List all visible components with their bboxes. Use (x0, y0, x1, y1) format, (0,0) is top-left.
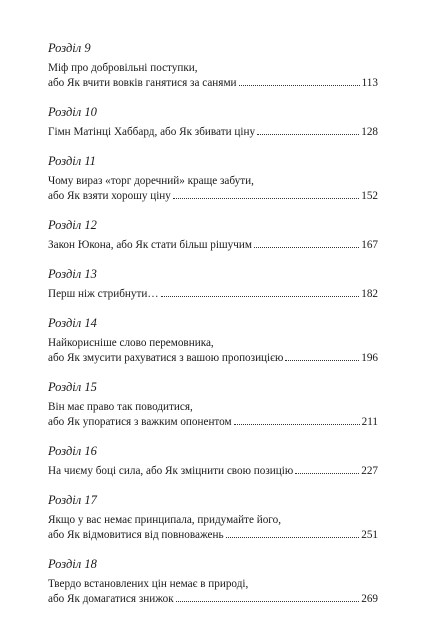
dot-leader (295, 473, 359, 474)
chapter-label: Розділ 15 (48, 380, 97, 394)
chapter-title-last-line (48, 238, 378, 253)
chapter-label: Розділ 12 (48, 218, 97, 232)
chapter-title-last-line (48, 415, 378, 430)
chapter-label: Розділ 18 (48, 557, 97, 571)
toc-entry-chapter-12 (48, 217, 378, 253)
chapter-title-last-line (48, 528, 378, 543)
chapter-title-text: Закон Юкона, або Як стати більш рішучим (48, 239, 252, 251)
chapter-label: Розділ 10 (48, 105, 97, 119)
toc-entry-chapter-17 (48, 492, 378, 543)
page-number: 167 (361, 239, 378, 251)
page-number: 152 (361, 190, 378, 202)
dot-leader (254, 247, 359, 248)
chapter-title-last-line (48, 287, 378, 302)
chapter-title-text: Гімн Матінці Хаббард, або Як збивати ціну (48, 126, 256, 138)
page-number: 128 (361, 126, 378, 138)
chapter-label: Розділ 13 (48, 267, 97, 281)
chapter-title-text: або Як взяти хорошу ціну (48, 190, 171, 202)
chapter-title-last-line (48, 125, 378, 140)
chapter-title-text: На чиєму боці сила, або Як зміцнити свою позицію (48, 465, 294, 477)
page-number: 196 (361, 352, 378, 364)
chapter-title-line: Міф про добровільні поступки, (48, 62, 198, 74)
page-number: 211 (361, 416, 378, 428)
chapter-title-last-line (48, 464, 378, 479)
dot-leader (226, 537, 360, 538)
dot-leader (161, 296, 360, 297)
toc-entry-chapter-9 (48, 40, 378, 91)
chapter-title-line: Він має право так поводитися, (48, 401, 193, 413)
chapter-title-line: Якщо у вас немає принципала, придумайте його, (48, 514, 281, 526)
chapter-title-last-line (48, 351, 378, 366)
chapter-title-line: Твердо встановлених цін немає в природі, (48, 578, 249, 590)
chapter-title-text: Перш ніж стрибнути… (48, 288, 159, 300)
page-number: 251 (361, 529, 378, 541)
toc-entry-chapter-14 (48, 315, 378, 366)
page-number: 182 (361, 288, 378, 300)
page-number: 269 (361, 593, 378, 605)
chapter-title-text: або Як вчити вовків ганятися за санями (48, 77, 237, 89)
page-number: 227 (361, 465, 378, 477)
toc-entry-chapter-10 (48, 104, 378, 140)
chapter-title-line: Чому вираз «торг доречний» краще забути, (48, 175, 254, 187)
chapter-label: Розділ 9 (48, 41, 91, 55)
chapter-label: Розділ 11 (48, 154, 96, 168)
toc-entry-chapter-11 (48, 153, 378, 204)
toc-entry-chapter-13 (48, 266, 378, 302)
toc-entry-chapter-18 (48, 556, 378, 607)
dot-leader (239, 85, 360, 86)
chapter-title-last-line (48, 189, 378, 204)
dot-leader (173, 198, 359, 199)
page-number: 113 (361, 77, 378, 89)
dot-leader (234, 424, 360, 425)
chapter-title-text: або Як домагатися знижок (48, 593, 174, 605)
toc-entry-chapter-15 (48, 379, 378, 430)
dot-leader (257, 134, 359, 135)
chapter-title-last-line (48, 592, 378, 607)
table-of-contents (48, 40, 378, 620)
chapter-title-text: або Як змусити рахуватися з вашою пропозицією (48, 352, 284, 364)
chapter-label: Розділ 17 (48, 493, 97, 507)
dot-leader (176, 601, 360, 602)
toc-entry-chapter-16 (48, 443, 378, 479)
chapter-title-text: або Як відмовитися від повноважень (48, 529, 224, 541)
dot-leader (285, 360, 359, 361)
chapter-label: Розділ 14 (48, 316, 97, 330)
chapter-title-line: Найкорисніше слово перемовника, (48, 337, 214, 349)
chapter-label: Розділ 16 (48, 444, 97, 458)
chapter-title-last-line (48, 76, 378, 91)
chapter-title-text: або Як упоратися з важким опонентом (48, 416, 232, 428)
